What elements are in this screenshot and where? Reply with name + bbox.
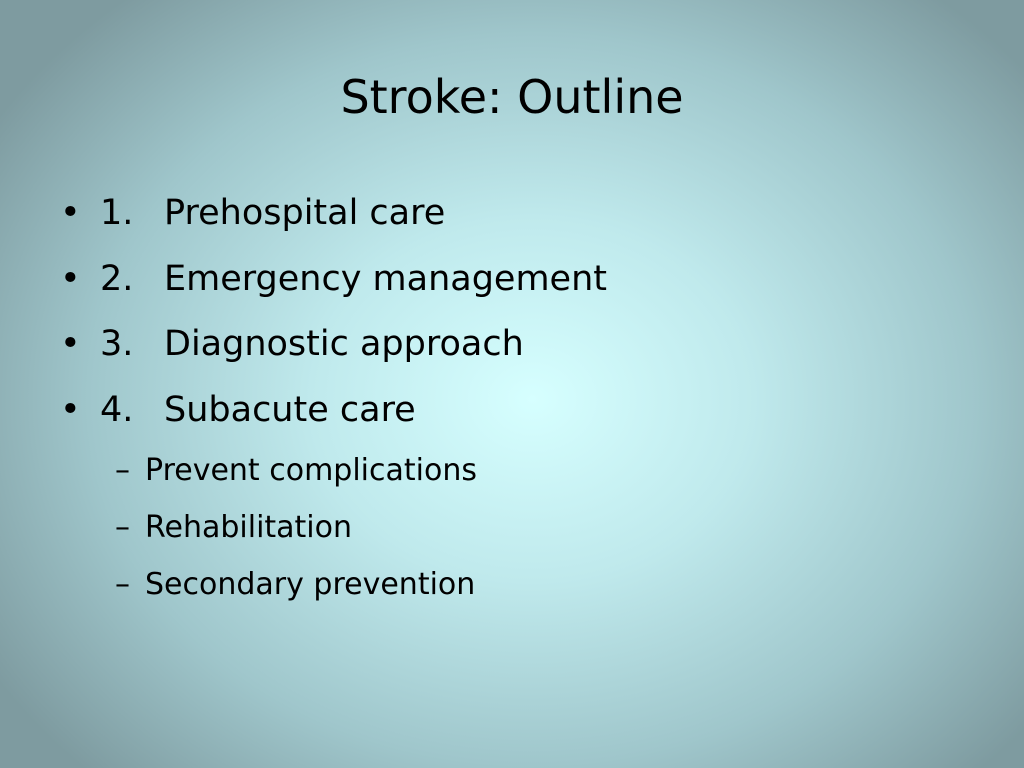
bullet-icon: • [60, 193, 81, 233]
item-text: Diagnostic approach [164, 324, 524, 364]
dash-icon: – [115, 566, 130, 602]
item-number: 2. [100, 259, 134, 299]
subitem-text: Rehabilitation [145, 509, 353, 545]
item-number: 4. [100, 390, 134, 430]
outline-subitem-2 [115, 498, 915, 556]
bullet-icon: • [60, 324, 81, 364]
outline-item-4 [60, 377, 960, 443]
outline-subitem-1 [115, 441, 915, 499]
dash-icon: – [115, 509, 130, 545]
subitem-text: Prevent complications [145, 452, 477, 488]
item-text: Prehospital care [164, 193, 446, 233]
item-number: 1. [100, 193, 134, 233]
bullet-icon: • [60, 259, 81, 299]
slide-title: Stroke: Outline [340, 70, 684, 124]
dash-icon: – [115, 452, 130, 488]
item-text: Subacute care [164, 390, 416, 430]
outline-item-2 [60, 246, 960, 312]
outline-subitem-3 [115, 555, 915, 613]
bullet-icon: • [60, 390, 81, 430]
outline-item-3 [60, 311, 960, 377]
item-text: Emergency management [164, 259, 607, 299]
subitem-text: Secondary prevention [145, 566, 476, 602]
item-number: 3. [100, 324, 134, 364]
outline-item-1 [60, 180, 960, 246]
